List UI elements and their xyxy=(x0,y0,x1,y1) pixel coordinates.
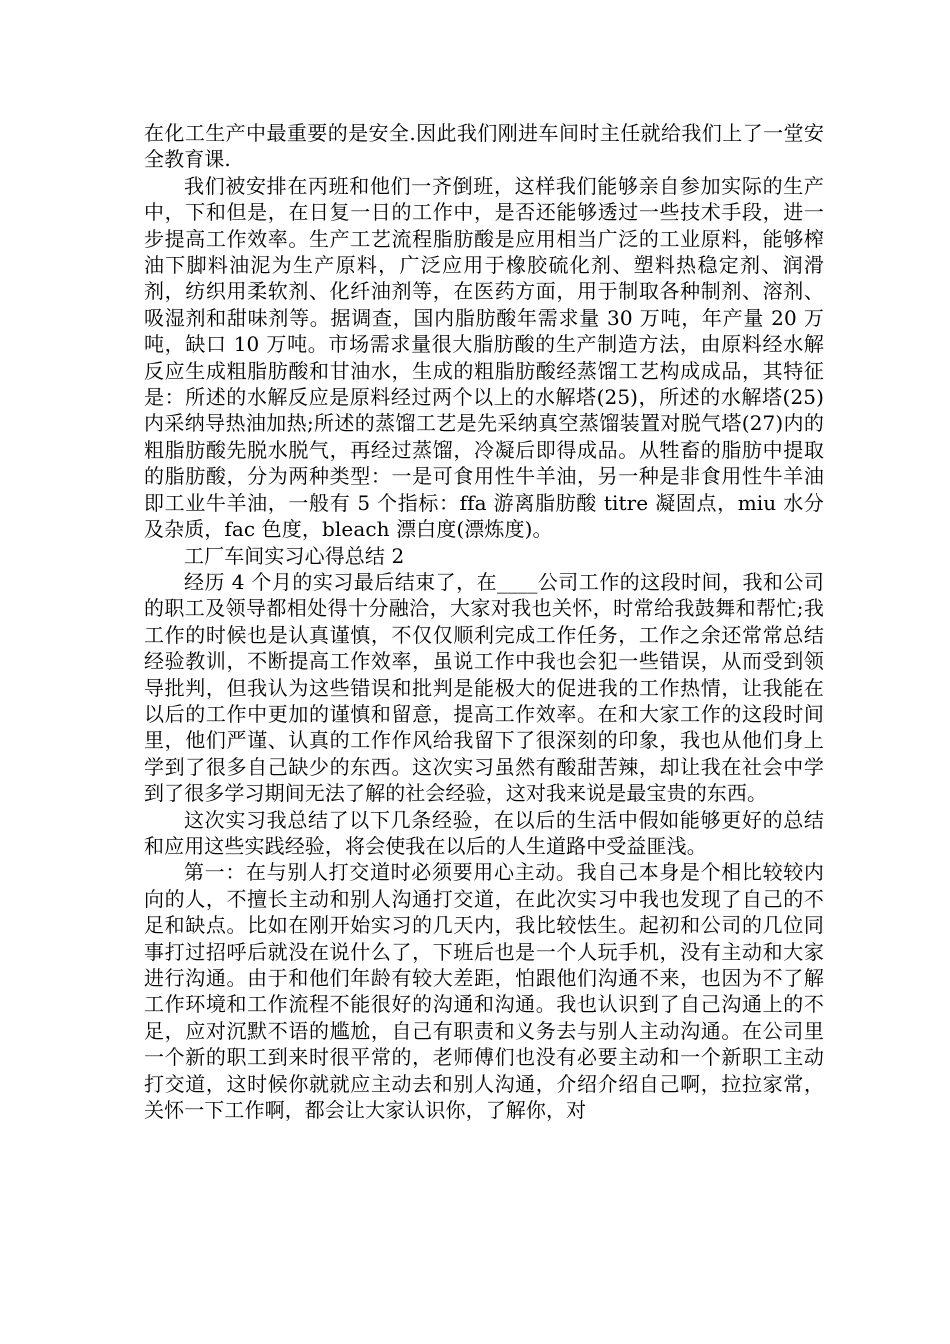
paragraph-internship-experience: 经历 4 个月的实习最后结束了，在____公司工作的这段时间，我和公司的职工及领导都相处得十分融洽，大家对我也关怀，时常给我鼓舞和帮忙;我工作的时候也是认真谨慎，不仅仅顺利完成工作任务，工作之余还常常总结经验教训，不断提高工作效率，虽说工作中我也会犯一些错误，从而受到领导批判，但我认为这些错误和批判是能极大的促进我的工作热情，让我能在以后的工作中更加的谨慎和留意，提高工作效率。在和大家工作的这段时间里，他们严谨、认真的工作作风给我留下了很深刻的印象，我也从他们身上学到了很多自己缺少的东西。这次实习虽然有酸甜苦辣，却让我在社会中学到了很多学习期间无法了解的社会经验，这对我来说是最宝贵的东西。 xyxy=(144,569,824,806)
paragraph-lessons-intro: 这次实习我总结了以下几条经验，在以后的生活中假如能够更好的总结和应用这些实践经验，将会使我在以后的人生道路中受益匪浅。 xyxy=(144,807,824,858)
paragraph-lesson-one: 第一：在与别人打交道时必须要用心主动。我自己本身是个相比较较内向的人，不擅长主动和别人沟通打交道，在此次实习中我也发现了自己的不足和缺点。比如在刚开始实习的几天内，我比较怯生。起初和公司的几位同事打过招呼后就没在说什么了，下班后也是一个人玩手机，没有主动和大家进行沟通。由于和他们年龄有较大差距，怕跟他们沟通不来，也因为不了解工作环境和工作流程不能很好的沟通和沟通。我也认识到了自己沟通上的不足，应对沉默不语的尴尬，自己有职责和义务去与别人主动沟通。在公司里一个新的职工到来时很平常的，老师傅们也没有必要主动和一个新职工主动打交道，这时候你就就应主动去和别人沟通，介绍介绍自己啊，拉拉家常，关怀一下工作啊，都会让大家认识你，了解你，对 xyxy=(144,860,824,1123)
document-body xyxy=(144,120,824,1123)
paragraph-fatty-acid-process: 我们被安排在丙班和他们一齐倒班，这样我们能够亲自参加实际的生产中，下和但是，在日复一日的工作中，是否还能够透过一些技术手段，进一步提高工作效率。生产工艺流程脂肪酸是应用相当广泛的工业原料，能够榨油下脚料油泥为生产原料，广泛应用于橡胶硫化剂、塑料热稳定剂、润滑剂，纺织用柔软剂、化纤油剂等，在医药方面，用于制取各种制剂、溶剂、吸湿剂和甜味剂等。据调查，国内脂肪酸年需求量 30 万吨，年产量 20 万吨，缺口 10 万吨。市场需求量很大脂肪酸的生产制造方法，由原料经水解反应生成粗脂肪酸和甘油水，生成的粗脂肪酸经蒸馏工艺构成成品，其特征是：所述的水解反应是原料经过两个以上的水解塔(25)，所述的水解塔(25)内采纳导热油加热;所述的蒸馏工艺是先采纳真空蒸馏装置对脱气塔(27)内的粗脂肪酸先脱水脱气，再经过蒸馏，冷凝后即得成品。从牲畜的脂肪中提取的脂肪酸，分为两种类型：一是可食用性牛羊油，另一种是非食用性牛羊油即工业牛羊油，一般有 5 个指标：ffa 游离脂肪酸 titre 凝固点，miu 水分及杂质，fac 色度，bleach 漂白度(漂炼度)。 xyxy=(144,173,824,542)
section-heading-summary-2: 工厂车间实习心得总结 2 xyxy=(184,543,405,568)
paragraph-safety-intro: 在化工生产中最重要的是安全.因此我们刚进车间时主任就给我们上了一堂安全教育课. xyxy=(144,121,824,172)
